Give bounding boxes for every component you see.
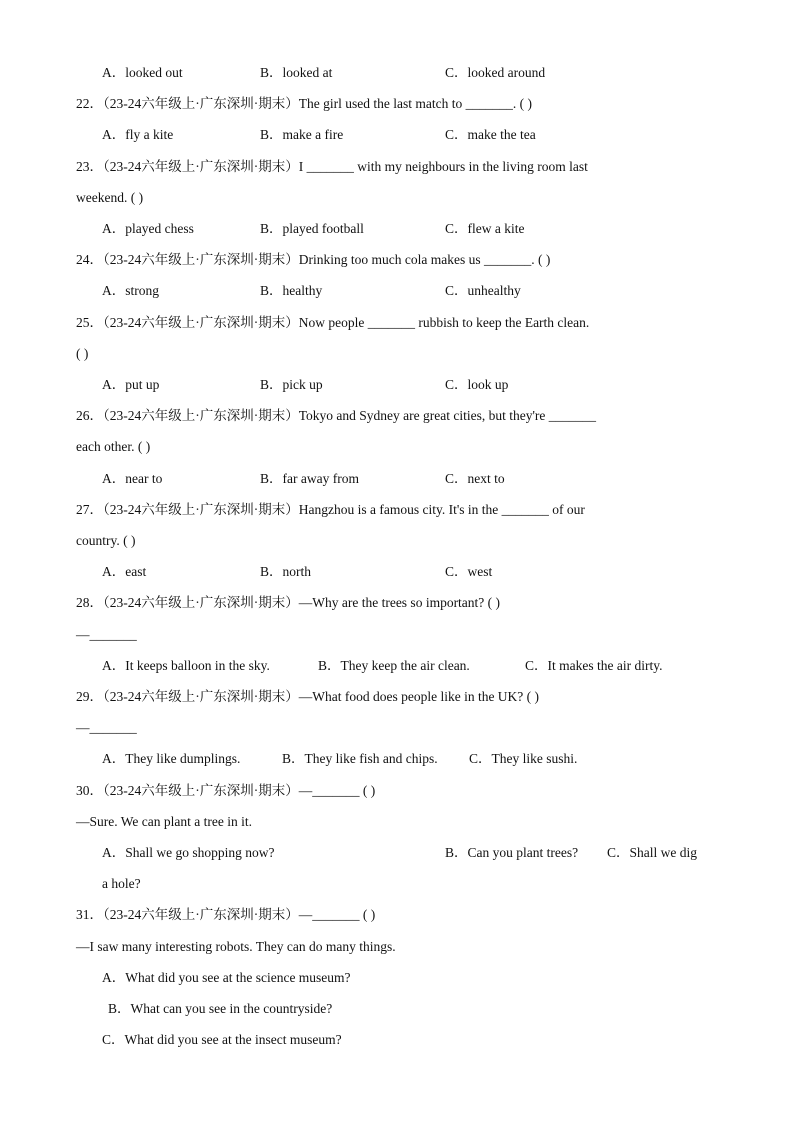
q27-option-c: C．west bbox=[445, 564, 493, 579]
q22-stem: 22．（23-24六年级上·广东深圳·期末）The girl used the last match to _______. ( ) bbox=[76, 96, 532, 111]
q21-option-c: C．looked around bbox=[445, 65, 546, 80]
q30-option-c-cont: a hole? bbox=[102, 876, 141, 891]
q22-option-c: C．make the tea bbox=[445, 127, 536, 142]
q24-option-a: A．strong bbox=[102, 283, 159, 298]
q25-option-a: A．put up bbox=[102, 377, 160, 392]
q26-option-b: B．far away from bbox=[260, 471, 359, 486]
q24-option-c: C．unhealthy bbox=[445, 283, 521, 298]
q28-answer-line: —_______ bbox=[76, 627, 137, 642]
q28-option-c: C．It makes the air dirty. bbox=[525, 658, 663, 673]
q31-stem: 31．（23-24六年级上·广东深圳·期末）—_______ ( ) bbox=[76, 907, 376, 922]
q25-stem-cont: ( ) bbox=[76, 346, 89, 361]
q28-option-b: B．They keep the air clean. bbox=[318, 658, 470, 673]
q31-option-c: C．What did you see at the insect museum? bbox=[102, 1032, 342, 1047]
q25-stem: 25．（23-24六年级上·广东深圳·期末）Now people _______ rubbish to keep the Earth clean. bbox=[76, 315, 590, 330]
q28-stem: 28．（23-24六年级上·广东深圳·期末）—Why are the trees so important? ( ) bbox=[76, 595, 501, 610]
q26-option-a: A．near to bbox=[102, 471, 163, 486]
q30-option-c: C．Shall we dig bbox=[607, 845, 697, 860]
q23-option-c: C．flew a kite bbox=[445, 221, 525, 236]
q26-stem-cont: each other. ( ) bbox=[76, 439, 151, 454]
q26-stem: 26．（23-24六年级上·广东深圳·期末）Tokyo and Sydney are great cities, but they're _______ bbox=[76, 408, 597, 423]
q30-reply: —Sure. We can plant a tree in it. bbox=[76, 814, 252, 829]
q22-option-b: B．make a fire bbox=[260, 127, 344, 142]
q26-option-c: C．next to bbox=[445, 471, 505, 486]
q23-stem-cont: weekend. ( ) bbox=[76, 190, 144, 205]
q31-option-b: B．What can you see in the countryside? bbox=[108, 1001, 333, 1016]
q27-stem: 27．（23-24六年级上·广东深圳·期末）Hangzhou is a famous city. It's in the _______ of our bbox=[76, 502, 585, 517]
q23-stem: 23．（23-24六年级上·广东深圳·期末）I _______ with my neighbours in the living room last bbox=[76, 159, 588, 174]
q31-reply: —I saw many interesting robots. They can do many things. bbox=[76, 939, 396, 954]
q30-option-a: A．Shall we go shopping now? bbox=[102, 845, 275, 860]
q25-option-c: C．look up bbox=[445, 377, 509, 392]
q23-option-a: A．played chess bbox=[102, 221, 194, 236]
q29-option-b: B．They like fish and chips. bbox=[282, 751, 438, 766]
q27-option-b: B．north bbox=[260, 564, 312, 579]
q31-option-a: A．What did you see at the science museum? bbox=[102, 970, 351, 985]
q27-option-a: A．east bbox=[102, 564, 147, 579]
q24-stem: 24．（23-24六年级上·广东深圳·期末）Drinking too much cola makes us _______. ( ) bbox=[76, 252, 551, 267]
q24-option-b: B．healthy bbox=[260, 283, 323, 298]
q21-option-a: A．looked out bbox=[102, 65, 183, 80]
q29-stem: 29．（23-24六年级上·广东深圳·期末）—What food does people like in the UK? ( ) bbox=[76, 689, 540, 704]
q30-option-b: B．Can you plant trees? bbox=[445, 845, 579, 860]
q29-option-c: C．They like sushi. bbox=[469, 751, 578, 766]
q27-stem-cont: country. ( ) bbox=[76, 533, 136, 548]
q29-option-a: A．They like dumplings. bbox=[102, 751, 241, 766]
q23-option-b: B．played football bbox=[260, 221, 364, 236]
q22-option-a: A．fly a kite bbox=[102, 127, 174, 142]
q21-option-b: B．looked at bbox=[260, 65, 333, 80]
q25-option-b: B．pick up bbox=[260, 377, 323, 392]
q29-answer-line: —_______ bbox=[76, 720, 137, 735]
q30-stem: 30．（23-24六年级上·广东深圳·期末）—_______ ( ) bbox=[76, 783, 376, 798]
q28-option-a: A．It keeps balloon in the sky. bbox=[102, 658, 270, 673]
